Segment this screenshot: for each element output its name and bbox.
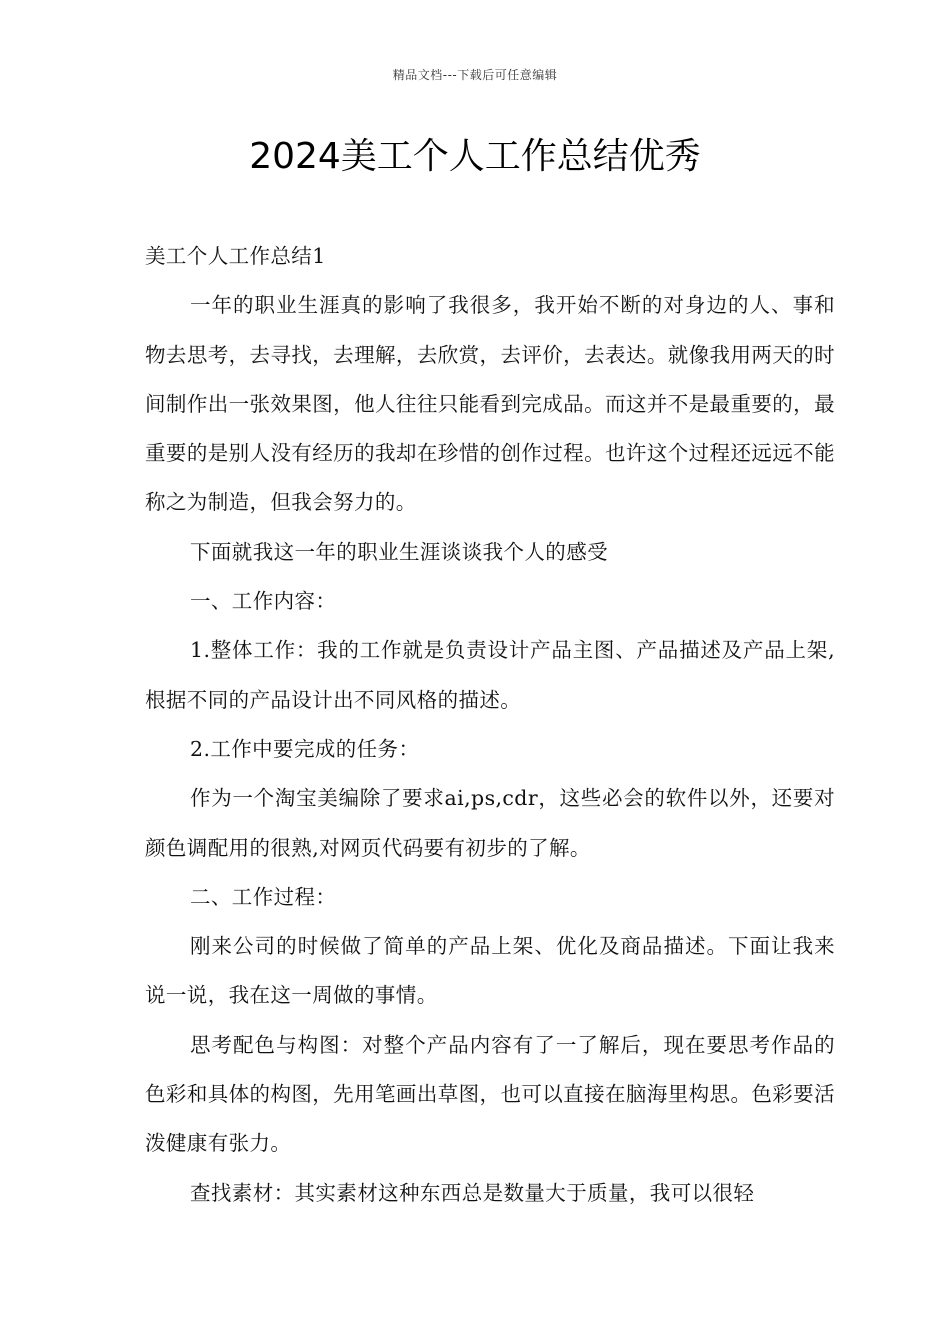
subsection-heading: 二、工作过程：: [190, 884, 337, 909]
paragraph: 作为一个淘宝美编除了要求ai,ps,cdr，这些必会的软件以外，还要对颜色调配用的很熟,对网页代码要有初步的了解。: [145, 786, 835, 860]
subsection-heading: 2.工作中要完成的任务：: [190, 736, 420, 761]
page-header: 精品文档---下载后可任意编辑: [392, 68, 558, 82]
subsection-heading: 一、工作内容：: [190, 589, 337, 614]
paragraph: 下面就我这一年的职业生涯谈谈我个人的感受: [190, 539, 608, 564]
document-title: 2024美工个人工作总结优秀: [249, 136, 701, 177]
paragraph: 思考配色与构图：对整个产品内容有了一了解后，现在要思考作品的色彩和具体的构图，先用笔画出草图，也可以直接在脑海里构思。色彩要活泼健康有张力。: [145, 1032, 835, 1156]
document-body: [145, 232, 835, 1218]
paragraph: 1.整体工作：我的工作就是负责设计产品主图、产品描述及产品上架,根据不同的产品设计出不同风格的描述。: [145, 638, 835, 712]
paragraph: 查找素材：其实素材这种东西总是数量大于质量，我可以很轻: [190, 1180, 755, 1205]
section-heading: 美工个人工作总结1: [145, 244, 326, 268]
paragraph: 一年的职业生涯真的影响了我很多，我开始不断的对身边的人、事和物去思考，去寻找，去理解，去欣赏，去评价，去表达。就像我用两天的时间制作出一张效果图，他人往往只能看到完成品。而这并不是最重要的，最重要的是别人没有经历的我却在珍惜的创作过程。也许这个过程还远远不能称之为制造，但我会努力的。: [145, 293, 835, 515]
paragraph: 刚来公司的时候做了简单的产品上架、优化及商品描述。下面让我来说一说，我在这一周做的事情。: [145, 934, 835, 1008]
